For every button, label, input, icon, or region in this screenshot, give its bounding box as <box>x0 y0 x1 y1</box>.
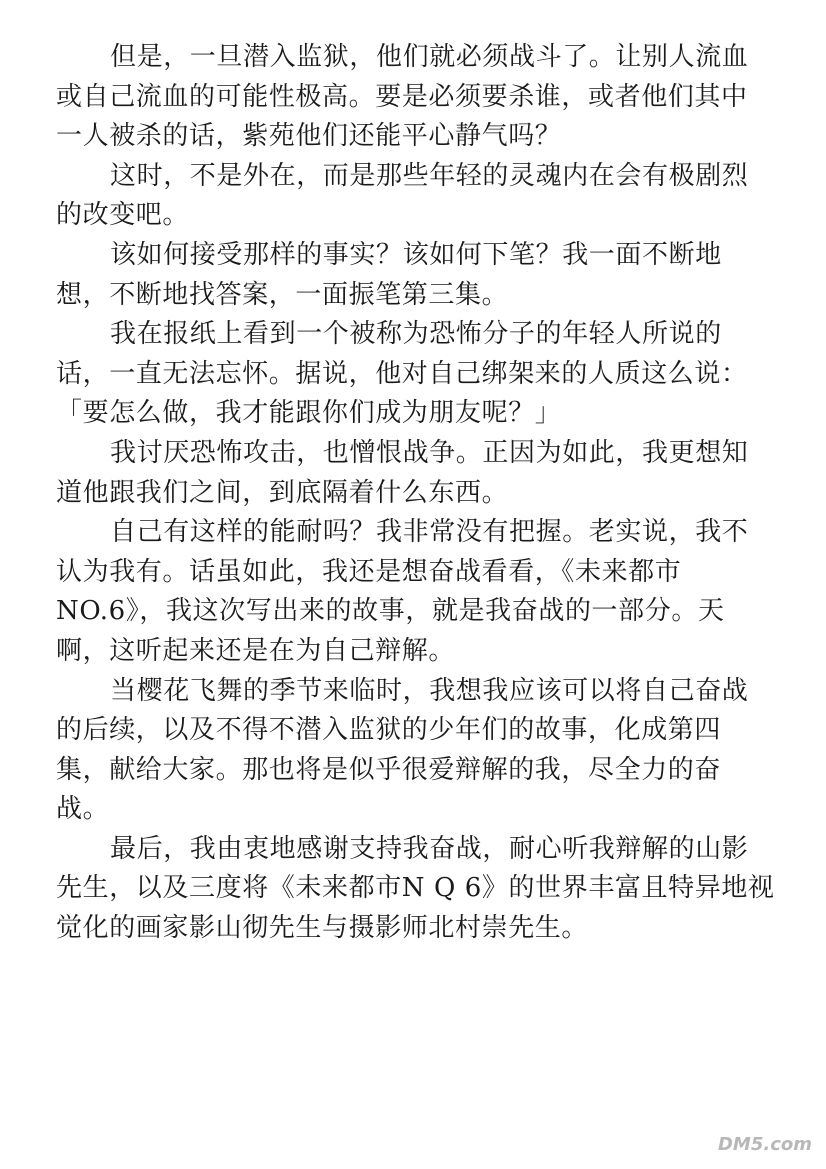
text-line: 集，献给大家。那也将是似乎很爱辩解的我，尽全力的奋 <box>56 754 722 785</box>
text-line: NO.6》，我这次写出来的故事，就是我奋战的一部分。天 <box>56 596 725 627</box>
text-line: 话，一直无法忘怀。据说，他对自己绑架来的人质这么说： <box>56 358 748 389</box>
text-line: 「要怎么做，我才能跟你们成为朋友呢？」 <box>56 398 562 429</box>
text-line: 该如何接受那样的事实？该如何下笔？我一面不断地 <box>110 239 722 270</box>
text-line: 道他跟我们之间，到底隔着什么东西。 <box>56 477 509 508</box>
text-line: 战。 <box>56 794 110 825</box>
text-line: 但是，一旦潜入监狱，他们就必须战斗了。让别人流血 <box>110 42 749 72</box>
paragraph-7 <box>56 672 756 830</box>
paragraph-4 <box>56 315 756 434</box>
text-line: 我讨厌恐怖攻击，也憎恨战争。正因为如此，我更想知 <box>110 437 749 468</box>
text-line: 我在报纸上看到一个被称为恐怖分子的年轻人所说的 <box>110 319 722 350</box>
site-watermark: DM5.com <box>717 1134 812 1155</box>
text-line: 认为我有。话虽如此，我还是想奋战看看，《未来都市 <box>56 556 682 587</box>
text-line: 的后续，以及不得不潜入监狱的少年们的故事，化成第四 <box>56 715 722 746</box>
paragraph-3 <box>56 236 756 315</box>
text-line: 觉化的画家影山彻先生与摄影师北村崇先生。 <box>56 913 589 944</box>
text-line: 的改变吧。 <box>56 200 190 231</box>
text-line: 想，不断地找答案，一面振笔第三集。 <box>56 279 509 310</box>
paragraph-6 <box>56 513 756 671</box>
text-line: 先生，以及三度将《未来都市N Q 6》的世界丰富且特异地视 <box>56 873 775 904</box>
paragraph-2 <box>56 157 756 236</box>
text-line: 一人被杀的话，紫苑他们还能平心静气吗？ <box>56 121 562 152</box>
text-line: 当樱花飞舞的季节来临时，我想我应该可以将自己奋战 <box>110 675 749 706</box>
paragraph-1 <box>56 38 756 157</box>
text-line: 自己有这样的能耐吗？我非常没有把握。老实说，我不 <box>110 517 749 548</box>
paragraph-8 <box>56 830 775 949</box>
text-line: 最后，我由衷地感谢支持我奋战，耐心听我辩解的山影 <box>110 833 749 864</box>
paragraph-5 <box>56 434 756 513</box>
text-line: 或自己流血的可能性极高。要是必须要杀谁，或者他们其中 <box>56 81 748 112</box>
text-line: 这时，不是外在，而是那些年轻的灵魂内在会有极剧烈 <box>110 160 749 191</box>
document-page <box>56 38 775 949</box>
text-line: 啊，这听起来还是在为自己辩解。 <box>56 635 456 666</box>
